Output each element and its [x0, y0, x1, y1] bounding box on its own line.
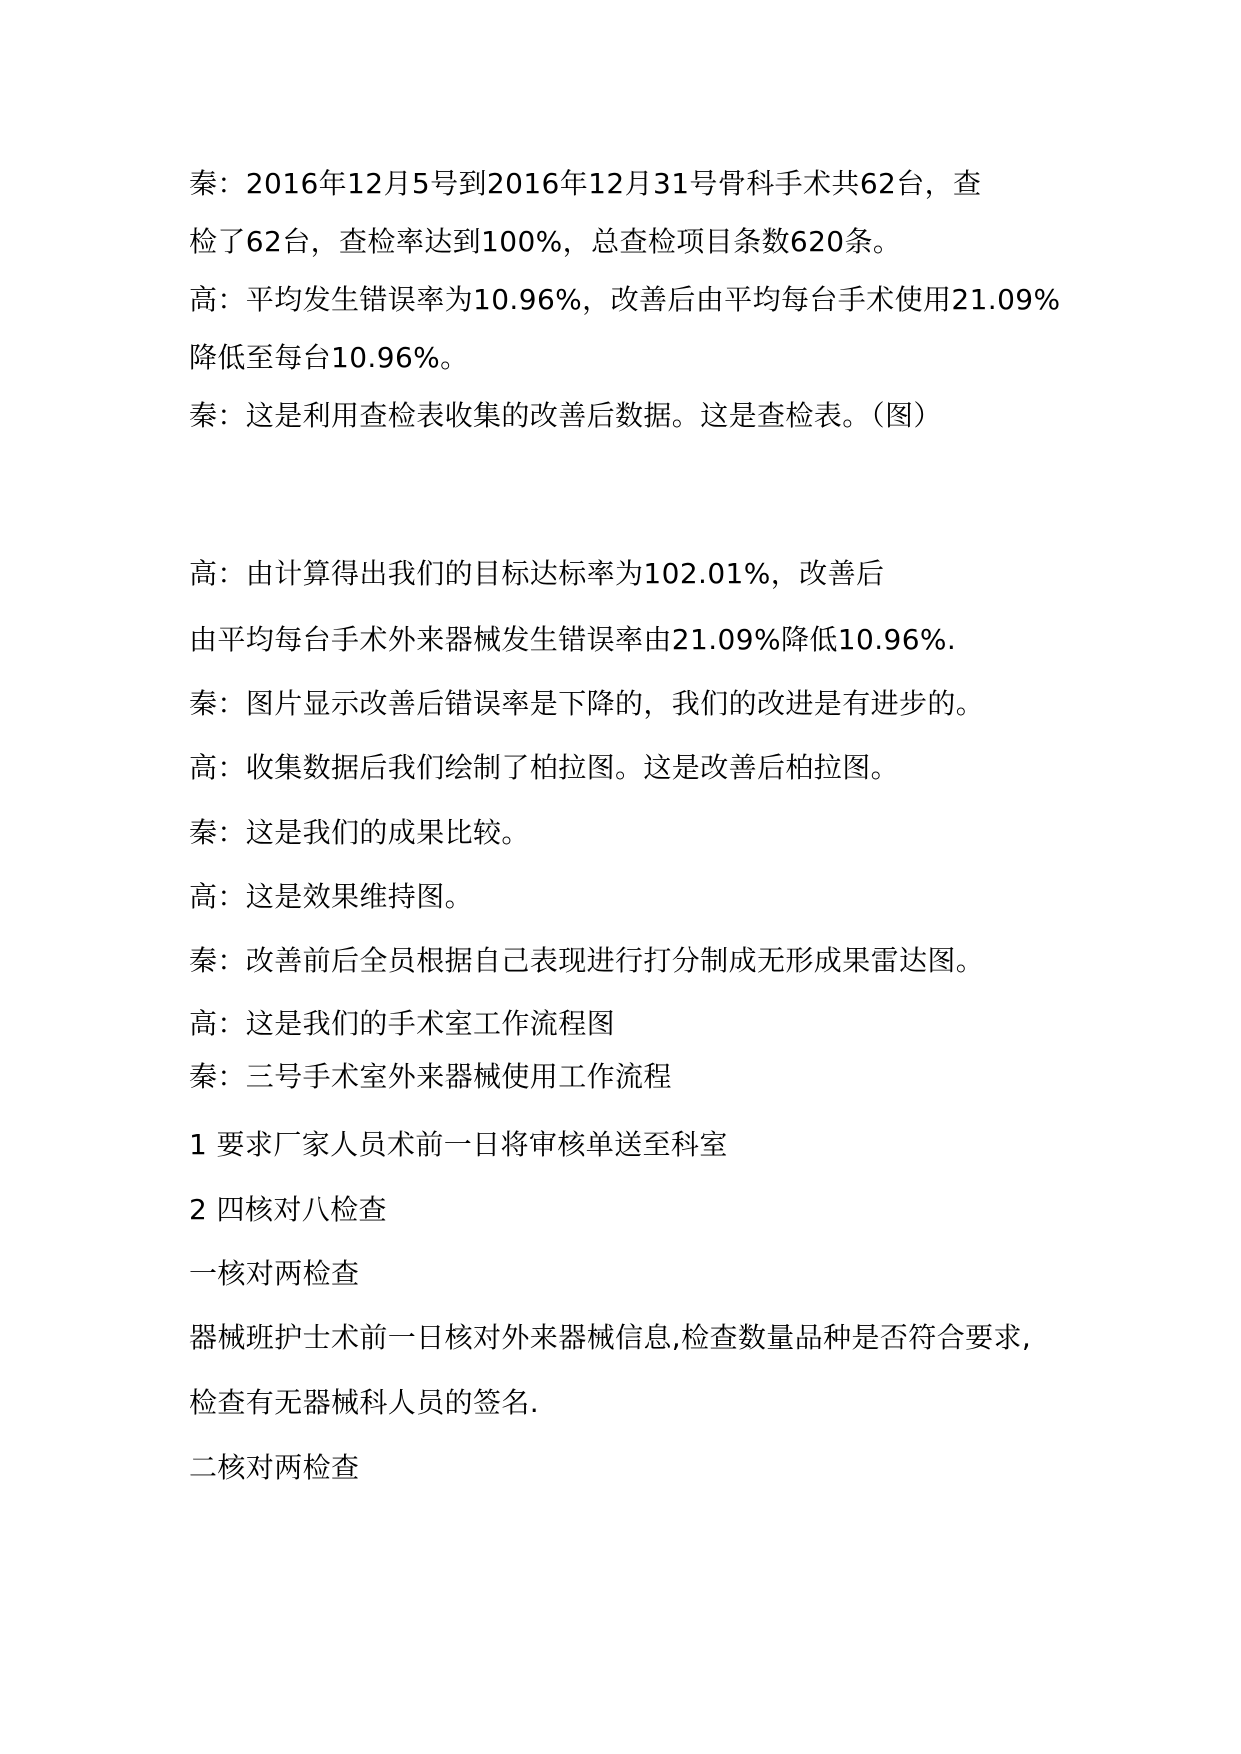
text-line: 秦：2016年12月5号到2016年12月31号骨科手术共62台，查 [189, 167, 982, 200]
text-line: 秦：这是我们的成果比较。 [189, 816, 530, 849]
text-line: 降低至每台10.96%。 [189, 341, 469, 374]
text-line: 高：这是效果维持图。 [189, 880, 474, 913]
text-line: 器械班护士术前一日核对外来器械信息,检查数量品种是否符合要求, [189, 1321, 1032, 1354]
text-line: 一核对两检查 [189, 1257, 360, 1290]
text-line: 2 四核对八检查 [189, 1193, 387, 1226]
text-line: 检了62台，查检率达到100%，总查检项目条数620条。 [189, 225, 902, 258]
text-line: 秦：三号手术室外来器械使用工作流程 [189, 1060, 672, 1093]
text-line: 秦：改善前后全员根据自己表现进行打分制成无形成果雷达图。 [189, 944, 985, 977]
text-line: 高：这是我们的手术室工作流程图 [189, 1007, 616, 1040]
text-line: 高：平均发生错误率为10.96%，改善后由平均每台手术使用21.09% [189, 283, 1061, 316]
text-line: 由平均每台手术外来器械发生错误率由21.09%降低10.96%. [189, 623, 957, 656]
text-line: 秦：这是利用查检表收集的改善后数据。这是查检表。（图） [189, 399, 942, 432]
text-line: 秦：图片显示改善后错误率是下降的，我们的改进是有进步的。 [189, 687, 985, 720]
text-line: 检查有无器械科人员的签名. [189, 1386, 540, 1419]
text-line: 二核对两检查 [189, 1451, 360, 1484]
text-line: 高：收集数据后我们绘制了柏拉图。这是改善后柏拉图。 [189, 751, 900, 784]
text-line: 1 要求厂家人员术前一日将审核单送至科室 [189, 1128, 728, 1161]
text-line: 高：由计算得出我们的目标达标率为102.01%，改善后 [189, 557, 885, 590]
